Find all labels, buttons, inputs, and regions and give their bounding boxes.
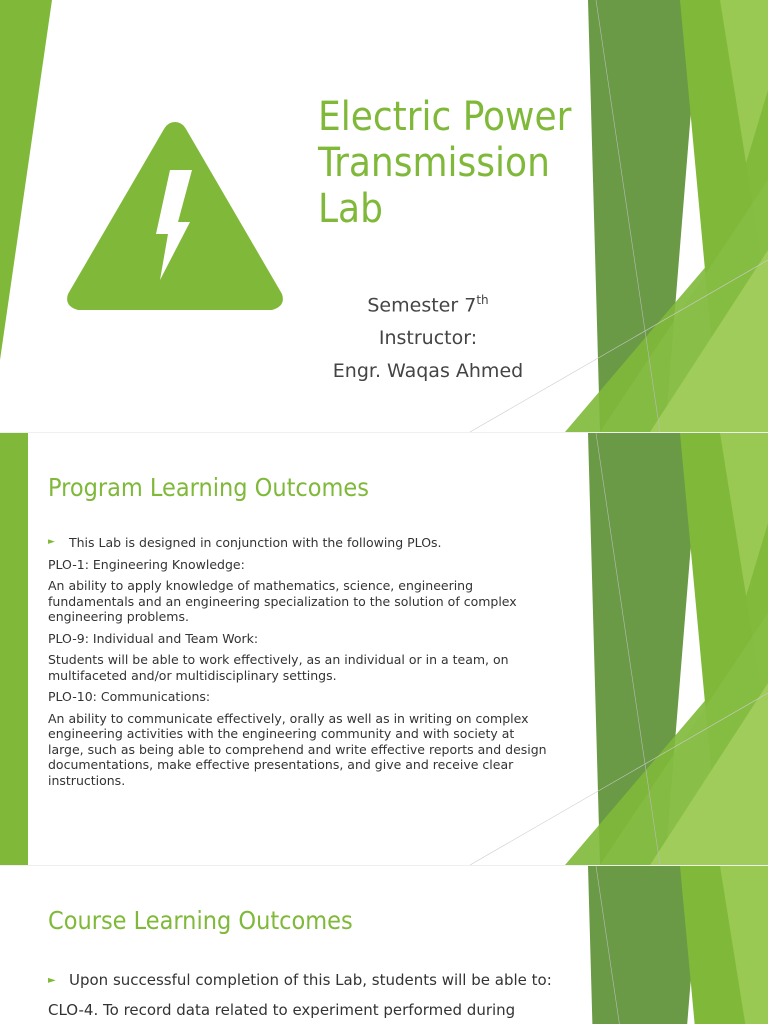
bullet-arrow-icon: ► [48,537,55,547]
plo1-heading: PLO-1: Engineering Knowledge: [48,556,245,572]
bullet-arrow-icon: ► [48,975,56,986]
slide3-title: Course Learning Outcomes [48,906,353,935]
semester-line: Semester 7th [367,293,489,317]
plo10-heading: PLO-10: Communications: [48,689,211,704]
clo-slide [0,866,768,1024]
instructor-name: Engr. Waqas Ahmed [332,360,524,383]
instructor-label: Instructor: [378,327,478,350]
plo-intro: ► This Lab is designed in conjunction with the following PLOs. [48,535,442,550]
title-slide [0,0,768,432]
clo-list [48,970,568,1024]
slide1-title: Electric Power Transmission Lab [318,94,572,232]
plo-slide [0,433,768,865]
plo-list [48,535,548,794]
clo-intro: ► Upon successful completion of this Lab, students will be able to: [48,971,552,989]
plo10-text: An ability to communicate effectively, orally as well as in writing on complex engineering activities with the engineering community and with society at large, such as being able to comprehend and write effective reports and design documentations, make effective presentations, and give and receive clear instructions. [48,710,547,788]
slide1-subtitle [318,284,538,388]
plo1-text: An ability to apply knowledge of mathematics, science, engineering fundamentals and an engineering specialization to the solution of complex engineering problems. [48,578,517,624]
lightning-warning-icon [64,118,286,314]
slide2-title: Program Learning Outcomes [48,473,369,502]
clo4-text: CLO-4. To record data related to experiment performed during [48,1001,516,1019]
plo9-text: Students will be able to work effectively, as an individual or in a team, on multifaceted and/or multidisciplinary settings. [48,652,509,683]
plo9-heading: PLO-9: Individual and Team Work: [48,630,259,646]
